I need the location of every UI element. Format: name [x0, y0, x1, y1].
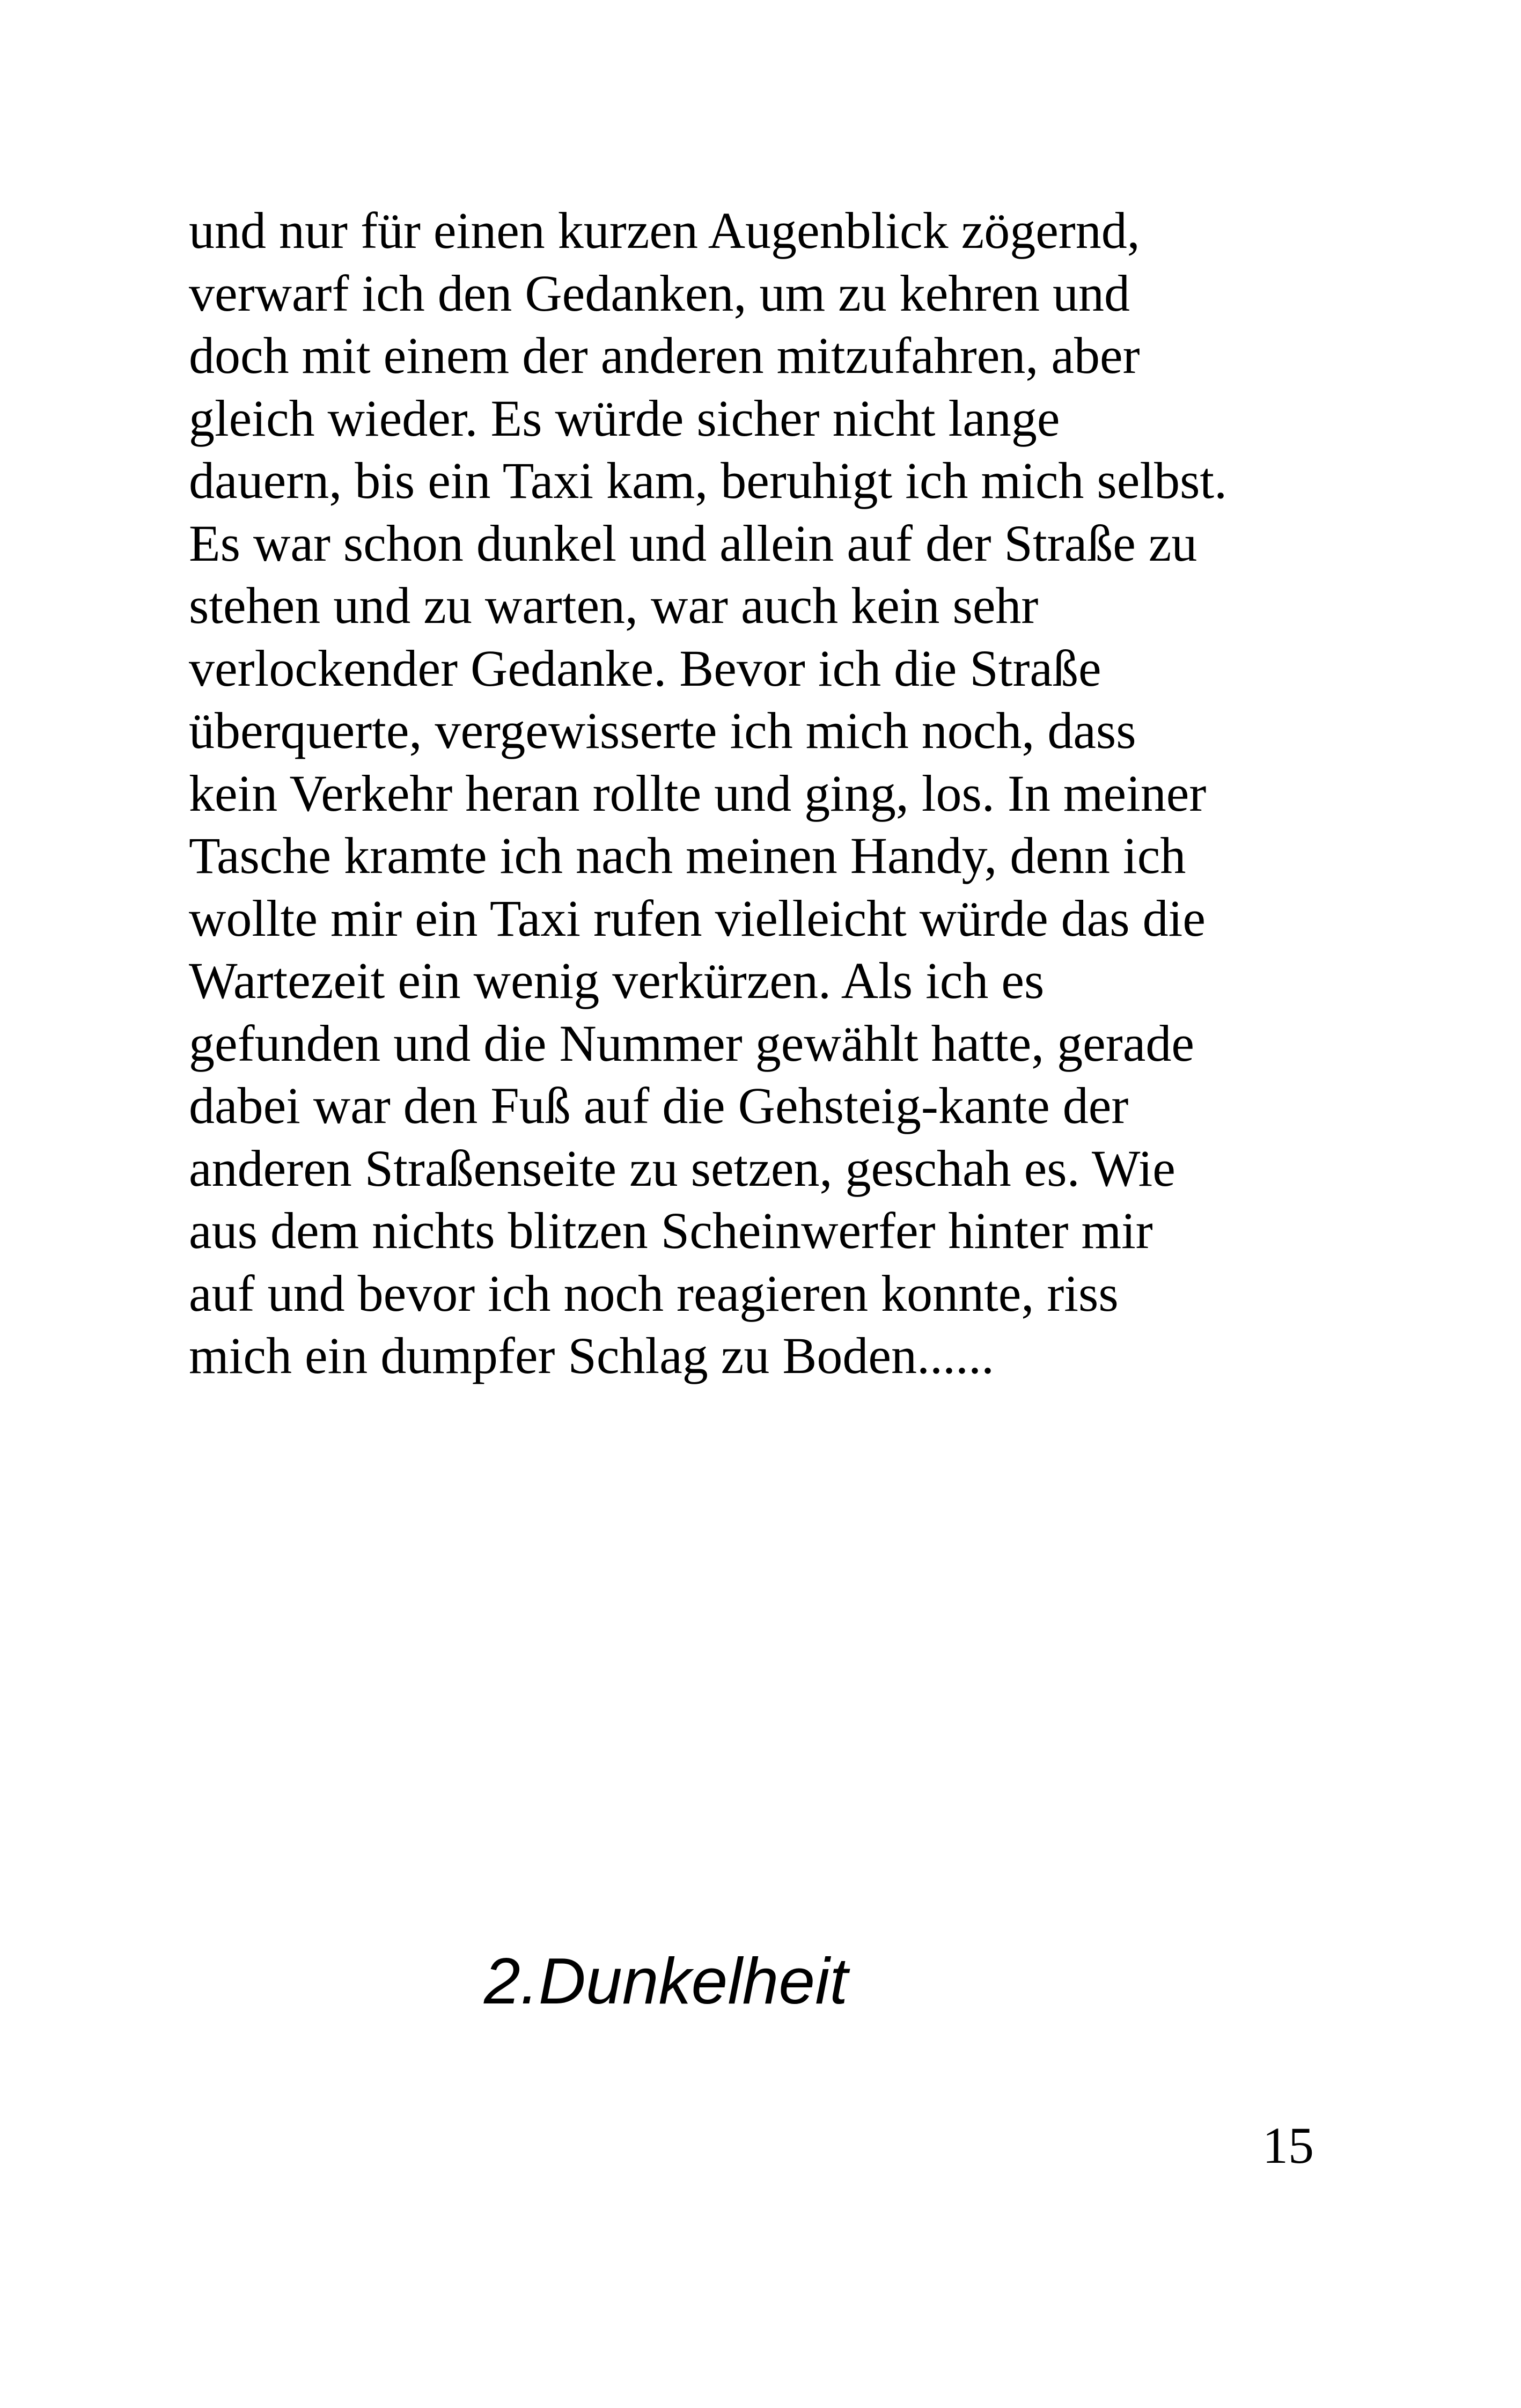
text-line: Wartezeit ein wenig verkürzen. Als ich es — [189, 952, 1045, 1009]
text-line: gefunden und die Nummer gewählt hatte, gerade — [189, 1014, 1194, 1072]
text-line: Es war schon dunkel und allein auf der Straße zu — [189, 514, 1197, 572]
text-line: verlockender Gedanke. Bevor ich die Straße — [189, 639, 1101, 697]
body-paragraph — [189, 200, 1369, 1387]
page-number: 15 — [1262, 2117, 1314, 2174]
text-line: dauern, bis ein Taxi kam, beruhigt ich mich selbst. — [189, 452, 1228, 509]
text-line: Tasche kramte ich nach meinen Handy, denn ich — [189, 827, 1186, 884]
text-line: kein Verkehr heran rollte und ging, los. In meiner — [189, 764, 1207, 822]
text-line: stehen und zu warten, war auch kein sehr — [189, 577, 1039, 634]
text-line: auf und bevor ich noch reagieren konnte, riss — [189, 1264, 1119, 1322]
text-line: mich ein dumpfer Schlag zu Boden...... — [189, 1327, 994, 1384]
text-line: wollte mir ein Taxi rufen vielleicht würde das die — [189, 889, 1206, 947]
chapter-title: 2.Dunkelheit — [484, 1944, 848, 2017]
text-line: gleich wieder. Es würde sicher nicht lange — [189, 389, 1060, 447]
text-line: dabei war den Fuß auf die Gehsteig-kante der — [189, 1077, 1129, 1134]
text-line: doch mit einem der anderen mitzufahren, aber — [189, 327, 1140, 384]
text-line: aus dem nichts blitzen Scheinwerfer hinter mir — [189, 1202, 1153, 1259]
text-line: anderen Straßenseite zu setzen, geschah es. Wie — [189, 1139, 1175, 1197]
text-line: und nur für einen kurzen Augenblick zögernd, — [189, 202, 1140, 259]
text-line: verwarf ich den Gedanken, um zu kehren und — [189, 264, 1130, 322]
text-line: überquerte, vergewisserte ich mich noch, dass — [189, 702, 1136, 759]
